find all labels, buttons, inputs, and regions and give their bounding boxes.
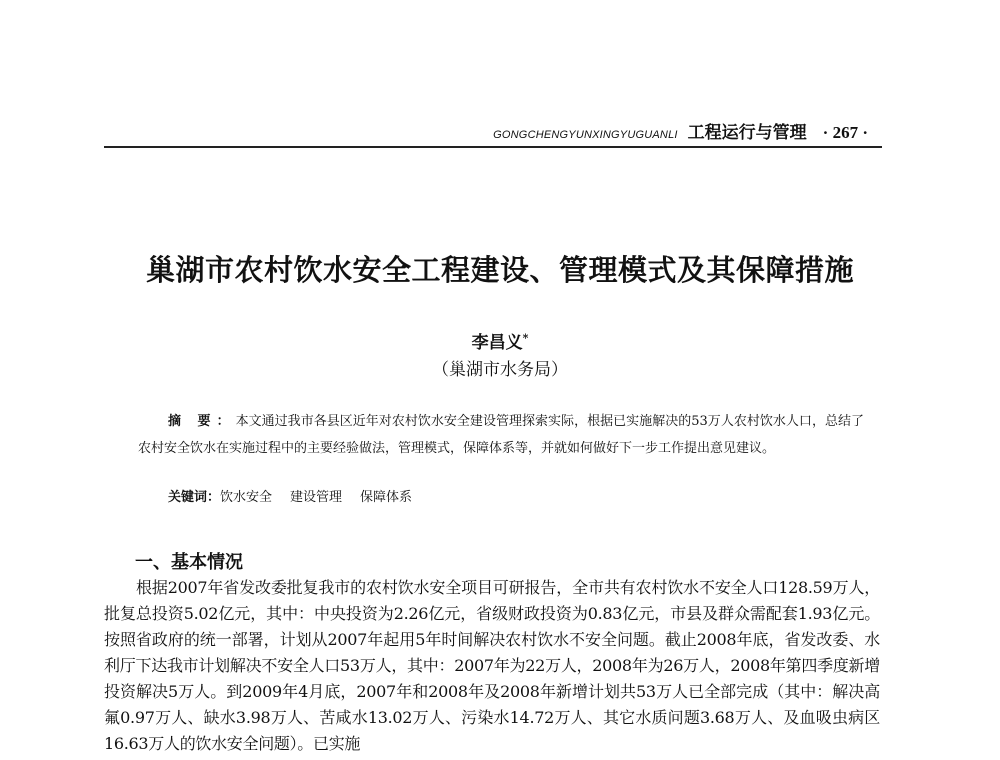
section-heading: 一、基本情况 bbox=[135, 552, 243, 573]
keyword: 保障体系 bbox=[360, 490, 413, 505]
author-line bbox=[0, 328, 1000, 353]
keywords bbox=[168, 488, 430, 508]
abstract-label: 摘 要： bbox=[168, 414, 236, 429]
keyword: 建设管理 bbox=[290, 490, 343, 505]
running-head-pinyin: GONGCHENGYUNXINGYUGUANLI bbox=[493, 129, 678, 141]
author-affiliation: （巢湖市水务局） bbox=[432, 360, 568, 380]
article-title: 巢湖市农村饮水安全工程建设、管理模式及其保障措施 bbox=[145, 253, 854, 287]
page-number: · 267 · bbox=[822, 123, 868, 142]
abstract bbox=[138, 408, 864, 462]
author-name: 李昌义 bbox=[471, 333, 523, 353]
running-head bbox=[104, 118, 882, 148]
keyword: 饮水安全 bbox=[220, 490, 273, 505]
body-paragraph: 根据2007年省发改委批复我市的农村饮水安全项目可研报告，全市共有农村饮水不安全人口128.59万人，批复总投资5.02亿元，其中：中央投资为2.26亿元，省级财政投资为0.83亿元，市县及群众需配套1.93亿元。按照省政府的统一部署，计划从2007年起用5年时间解决农村饮水不安全问题。截止2008年底，省发改委、水利厅下达我市计划解决不安全人口53万人，其中：2007年为22万人，2008年为26万人，2008年第四季度新增投资解决5万人。到2009年4月底，2007年和2008年及2008年新增计划共53万人已全部完成（其中：解决高氟0.97万人、缺水3.98万人、苦咸水13.02万人、污染水14.72万人、其它水质问题3.68万人、及血吸虫病区16.63万人的饮水安全问题）。已实施 bbox=[104, 578, 880, 753]
author-footnote-mark: * bbox=[522, 331, 529, 345]
keywords-label: 关键词： bbox=[168, 490, 221, 505]
running-head-section: 工程运行与管理 bbox=[687, 123, 807, 143]
abstract-text: 本文通过我市各县区近年对农村饮水安全建设管理探索实际，根据已实施解决的53万人农村饮水人口，总结了农村安全饮水在实施过程中的主要经验做法，管理模式，保障体系等，并就如何做好下一步工作提出意见建议。 bbox=[138, 414, 865, 456]
